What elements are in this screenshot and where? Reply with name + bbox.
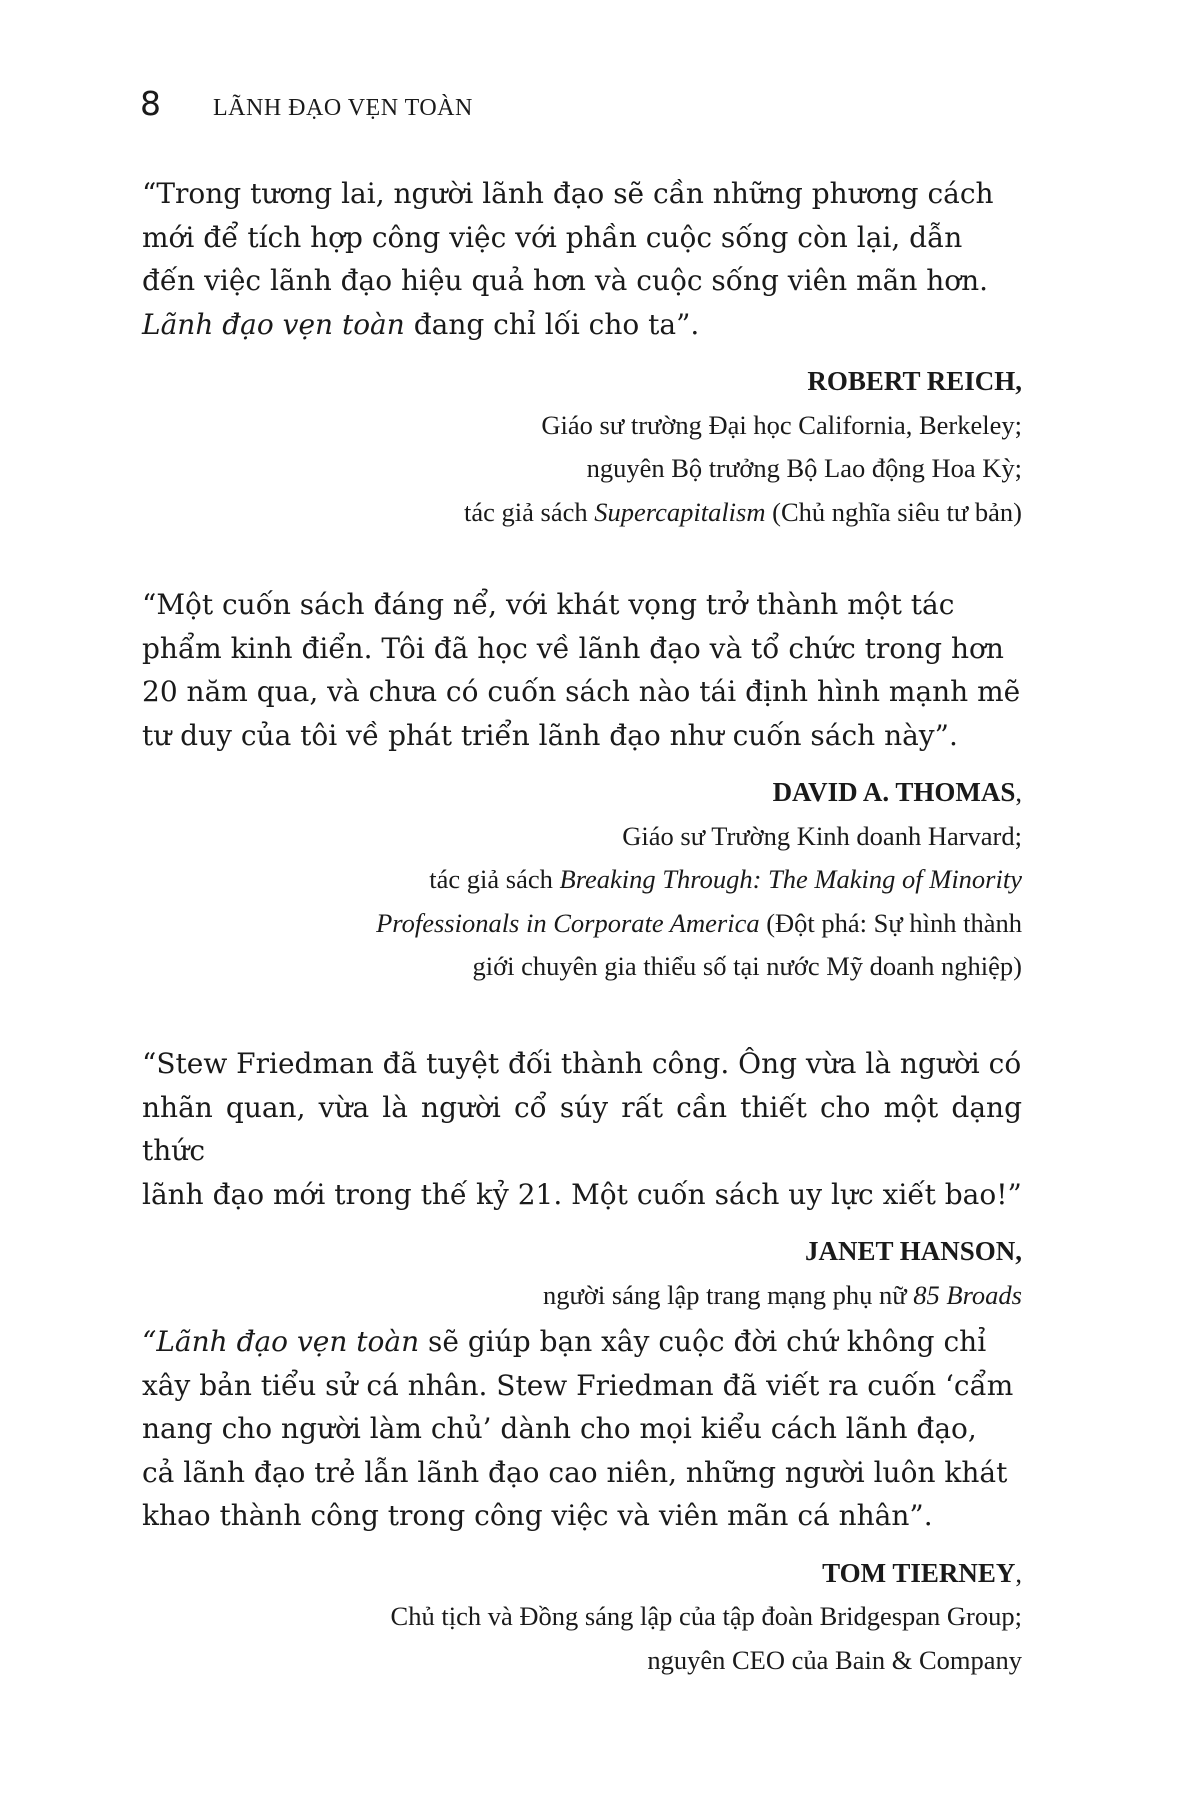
testimonial-tom-tierney bbox=[142, 1320, 1022, 1682]
author-credential: nguyên CEO của Bain & Company bbox=[647, 1644, 1022, 1675]
author-credential: nguyên Bộ trưởng Bộ Lao động Hoa Kỳ; bbox=[586, 453, 1022, 483]
page-number: 8 bbox=[140, 84, 161, 123]
testimonial-attribution bbox=[142, 771, 1022, 989]
testimonial-attribution bbox=[142, 1552, 1022, 1683]
author-credential: người sáng lập trang mạng phụ nữ 85 Broads bbox=[543, 1279, 1022, 1310]
author-name: ROBERT REICH, bbox=[807, 366, 1022, 396]
running-title: LÃNH ĐẠO VẸN TOÀN bbox=[213, 95, 473, 121]
author-credential: Chủ tịch và Đồng sáng lập của tập đoàn Bridgespan Group; bbox=[390, 1601, 1022, 1631]
author-credential: tác giả sách Breaking Through: The Making of Minority bbox=[429, 864, 1022, 894]
testimonial-robert-reich bbox=[142, 172, 1022, 534]
author-name: JANET HANSON, bbox=[804, 1236, 1022, 1266]
testimonial-attribution bbox=[142, 1230, 1022, 1317]
author-name: DAVID A. THOMAS bbox=[772, 777, 1016, 807]
author-credential: Giáo sư Trường Kinh doanh Harvard; bbox=[622, 820, 1022, 851]
testimonial-quote: “Một cuốn sách đáng nể, với khát vọng trở thành một tác phẩm kinh điển. Tôi đã học về lãnh đạo và tổ chức trong hơn 20 năm qua, và chưa có cuốn sách nào tái định hình mạnh mẽ tư duy của tôi về phát triển lãnh đạo như cuốn sách này”. bbox=[142, 588, 1021, 752]
page-header bbox=[140, 84, 473, 124]
testimonial-quote: “Trong tương lai, người lãnh đạo sẽ cần những phương cách mới để tích hợp công việc với phần cuộc sống còn lại, dẫn đến việc lãnh đạo hiệu quả hơn và cuộc sống viên mãn hơn. Lãnh đạo vẹn toàn đang chỉ lối cho ta”. bbox=[142, 177, 994, 341]
testimonial-attribution bbox=[142, 360, 1022, 534]
author-name: TOM TIERNEY bbox=[822, 1557, 1016, 1588]
author-credential: tác giả sách Supercapitalism (Chủ nghĩa siêu tư bản) bbox=[464, 496, 1022, 527]
testimonial-quote: “Stew Friedman đã tuyệt đối thành công. Ông vừa là người có nhãn quan, vừa là người cổ súy rất cần thiết cho một dạng thức lãnh đạo mới trong thế kỷ 21. Một cuốn sách uy lực xiết bao!” bbox=[142, 1047, 1022, 1211]
author-name-line: DAVID A. THOMAS, bbox=[772, 777, 1022, 807]
testimonial-quote: “Lãnh đạo vẹn toàn sẽ giúp bạn xây cuộc đời chứ không chỉ xây bản tiểu sử cá nhân. Stew Friedman đã viết ra cuốn ‘cẩm nang cho người làm chủ’ dành cho mọi kiểu cách lãnh đạo, cả lãnh đạo trẻ lẫn lãnh đạo cao niên, những người luôn khát khao thành công trong công việc và viên mãn cá nhân”. bbox=[142, 1325, 1014, 1532]
author-credential: giới chuyên gia thiểu số tại nước Mỹ doanh nghiệp) bbox=[472, 951, 1022, 981]
testimonial-janet-hanson bbox=[142, 1042, 1022, 1317]
testimonial-david-thomas bbox=[142, 583, 1022, 989]
author-credential: Professionals in Corporate America (Đột phá: Sự hình thành bbox=[376, 907, 1022, 938]
author-credential: Giáo sư trường Đại học California, Berkeley; bbox=[541, 409, 1022, 440]
author-name-line: TOM TIERNEY, bbox=[822, 1557, 1022, 1588]
